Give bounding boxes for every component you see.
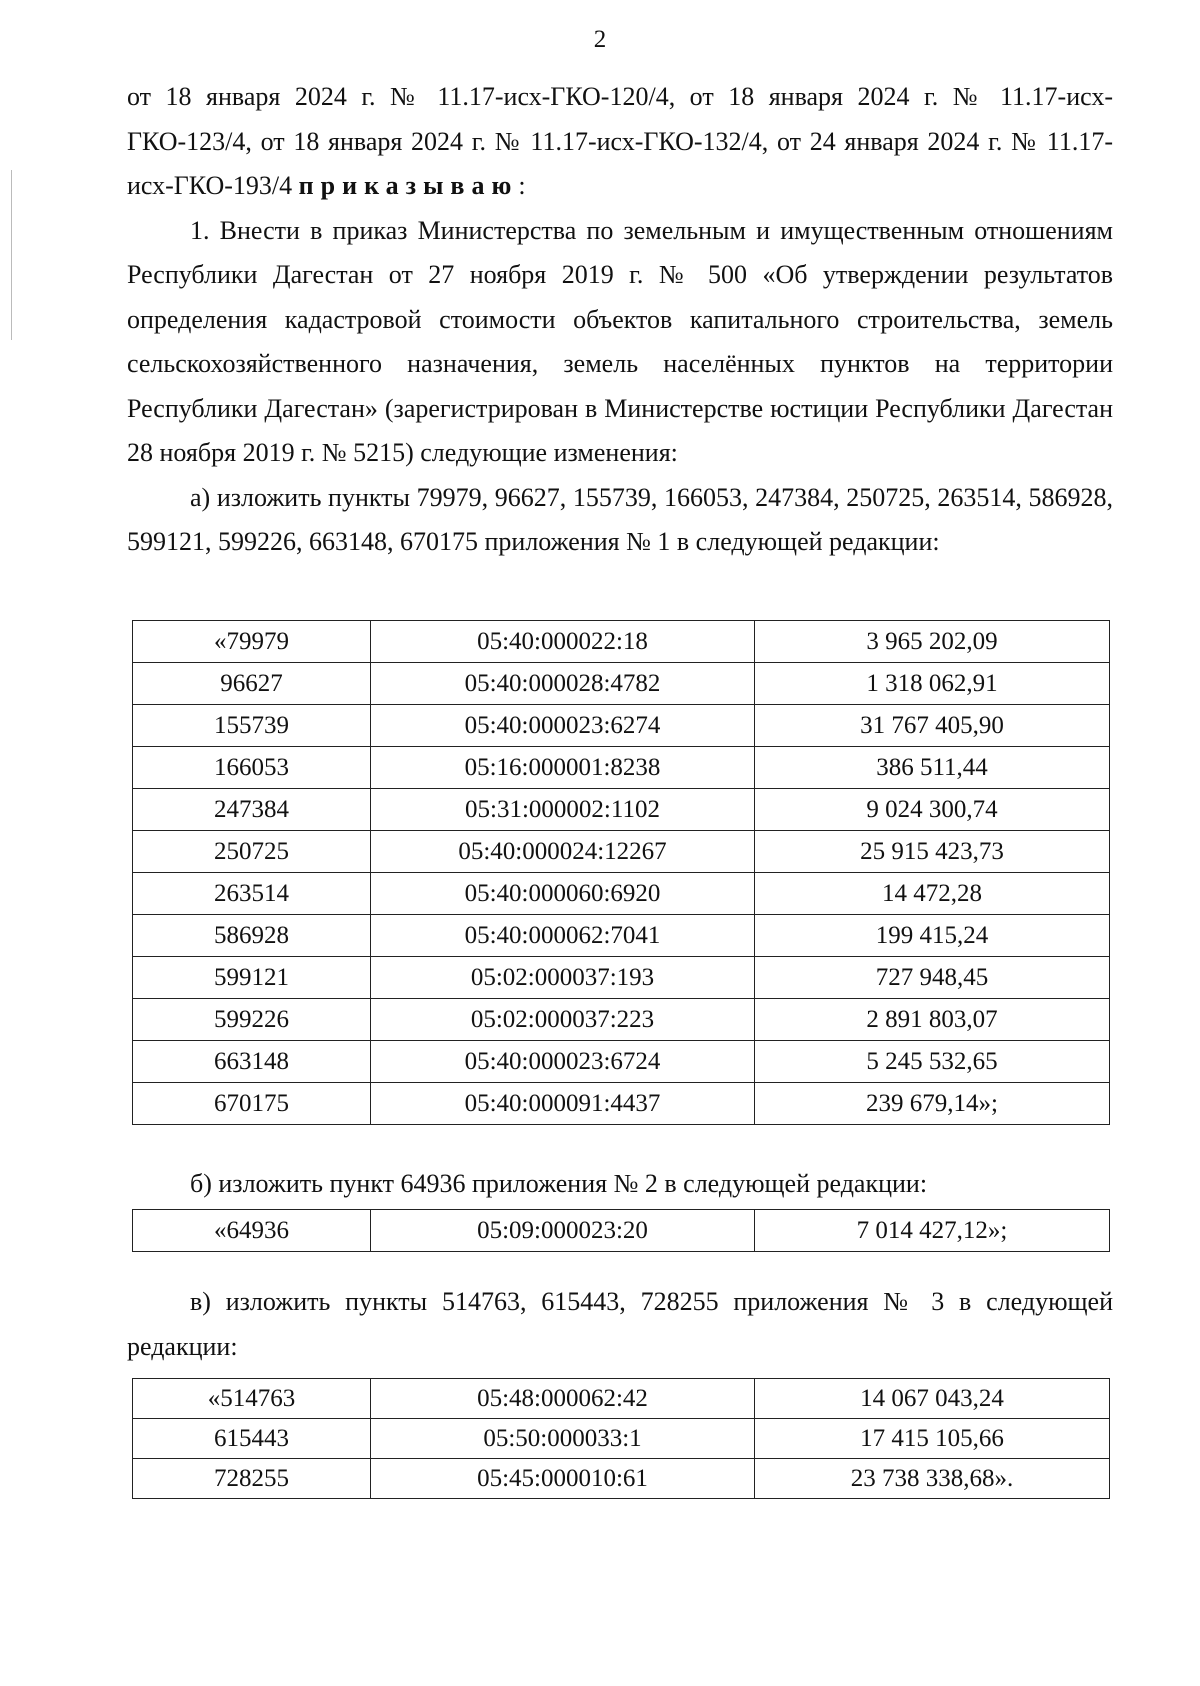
table-row	[133, 1419, 1110, 1459]
item-number-cell: 586928	[133, 915, 371, 957]
table-appendix-2	[132, 1209, 1110, 1252]
table-row	[133, 663, 1110, 705]
cadastral-number-cell: 05:02:000037:193	[371, 957, 755, 999]
item-number-cell: 599121	[133, 957, 371, 999]
cadastral-number-cell: 05:40:000022:18	[371, 621, 755, 663]
cadastral-number-cell: 05:40:000023:6724	[371, 1041, 755, 1083]
cadastral-value-cell: 199 415,24	[755, 915, 1110, 957]
table-row	[133, 915, 1110, 957]
cadastral-number-cell: 05:50:000033:1	[371, 1419, 755, 1459]
item-number-cell: 263514	[133, 873, 371, 915]
cadastral-number-cell: 05:40:000062:7041	[371, 915, 755, 957]
order-word: приказываю	[298, 171, 519, 200]
cadastral-value-cell: 386 511,44	[755, 747, 1110, 789]
cadastral-value-cell: 25 915 423,73	[755, 831, 1110, 873]
page-number: 2	[593, 26, 607, 53]
cadastral-number-cell: 05:16:000001:8238	[371, 747, 755, 789]
table-appendix-3	[132, 1378, 1110, 1499]
table-row	[133, 999, 1110, 1041]
cadastral-number-cell: 05:40:000024:12267	[371, 831, 755, 873]
item-number-cell: 155739	[133, 705, 371, 747]
item-number-cell: 663148	[133, 1041, 371, 1083]
item-number-cell: «514763	[133, 1379, 371, 1419]
table-row	[133, 957, 1110, 999]
table-row	[133, 831, 1110, 873]
table-row	[133, 747, 1110, 789]
intro-text: от 18 января 2024 г. № 11.17-исх-ГКО-120/4, от 18 января 2024 г. № 11.17-исх-ГКО-123/4, от 18 января 2024 г. № 11.17-исх-ГКО-132/4, от 24 января 2024 г. № 11.17-исх-ГКО-193/4	[127, 82, 1113, 200]
section-b-paragraph: б) изложить пункт 64936 приложения № 2 в следующей редакции:	[190, 1169, 928, 1198]
table-row	[133, 873, 1110, 915]
cadastral-number-cell: 05:40:000028:4782	[371, 663, 755, 705]
cadastral-value-cell: 2 891 803,07	[755, 999, 1110, 1041]
cadastral-value-cell: 31 767 405,90	[755, 705, 1110, 747]
item-number-cell: «79979	[133, 621, 371, 663]
cadastral-number-cell: 05:02:000037:223	[371, 999, 755, 1041]
intro-paragraph	[127, 75, 1113, 209]
item-number-cell: «64936	[133, 1210, 371, 1252]
item-number-cell: 599226	[133, 999, 371, 1041]
document-body	[127, 75, 1113, 565]
table-row	[133, 1041, 1110, 1083]
table-row	[133, 789, 1110, 831]
cadastral-number-cell: 05:48:000062:42	[371, 1379, 755, 1419]
item-1-paragraph: 1. Внести в приказ Министерства по земельным и имущественным отношениям Республики Дагестан от 27 ноября 2019 г. № 500 «Об утверждении результатов определения кадастровой стоимости объектов капитального строительства, земель сельскохозяйственного назначения, земель населённых пунктов на территории Республики Дагестан» (зарегистрирован в Министерстве юстиции Республики Дагестан 28 ноября 2019 г. № 5215) следующие изменения:	[127, 215, 1113, 467]
item-number-cell: 670175	[133, 1083, 371, 1125]
cadastral-value-cell: 7 014 427,12»;	[755, 1210, 1110, 1252]
scan-margin-line	[11, 170, 12, 340]
cadastral-value-cell: 9 024 300,74	[755, 789, 1110, 831]
cadastral-number-cell: 05:09:000023:20	[371, 1210, 755, 1252]
cadastral-value-cell: 1 318 062,91	[755, 663, 1110, 705]
table-row	[133, 1210, 1110, 1252]
item-number-cell: 247384	[133, 789, 371, 831]
table-row	[133, 621, 1110, 663]
item-number-cell: 96627	[133, 663, 371, 705]
section-c-paragraph: в) изложить пункты 514763, 615443, 728255 приложения № 3 в следующей редакции:	[127, 1287, 1113, 1361]
table-row	[133, 1379, 1110, 1419]
cadastral-number-cell: 05:40:000023:6274	[371, 705, 755, 747]
cadastral-number-cell: 05:40:000091:4437	[371, 1083, 755, 1125]
cadastral-value-cell: 5 245 532,65	[755, 1041, 1110, 1083]
cadastral-value-cell: 17 415 105,66	[755, 1419, 1110, 1459]
cadastral-number-cell: 05:31:000002:1102	[371, 789, 755, 831]
item-number-cell: 728255	[133, 1459, 371, 1499]
item-number-cell: 166053	[133, 747, 371, 789]
cadastral-value-cell: 14 067 043,24	[755, 1379, 1110, 1419]
item-number-cell: 250725	[133, 831, 371, 873]
table-row	[133, 1459, 1110, 1499]
cadastral-value-cell: 3 965 202,09	[755, 621, 1110, 663]
table-row	[133, 705, 1110, 747]
order-colon: :	[518, 171, 526, 200]
cadastral-value-cell: 727 948,45	[755, 957, 1110, 999]
cadastral-value-cell: 239 679,14»;	[755, 1083, 1110, 1125]
cadastral-number-cell: 05:40:000060:6920	[371, 873, 755, 915]
table-appendix-1	[132, 620, 1110, 1125]
table-row	[133, 1083, 1110, 1125]
cadastral-value-cell: 23 738 338,68».	[755, 1459, 1110, 1499]
section-a-paragraph: а) изложить пункты 79979, 96627, 155739, 166053, 247384, 250725, 263514, 586928, 599121, 599226, 663148, 670175 приложения № 1 в следующей редакции:	[127, 482, 1113, 556]
item-number-cell: 615443	[133, 1419, 371, 1459]
table-appendix-1-body	[133, 621, 1110, 1125]
cadastral-number-cell: 05:45:000010:61	[371, 1459, 755, 1499]
cadastral-value-cell: 14 472,28	[755, 873, 1110, 915]
table-appendix-2-body	[133, 1210, 1110, 1252]
table-appendix-3-body	[133, 1379, 1110, 1499]
